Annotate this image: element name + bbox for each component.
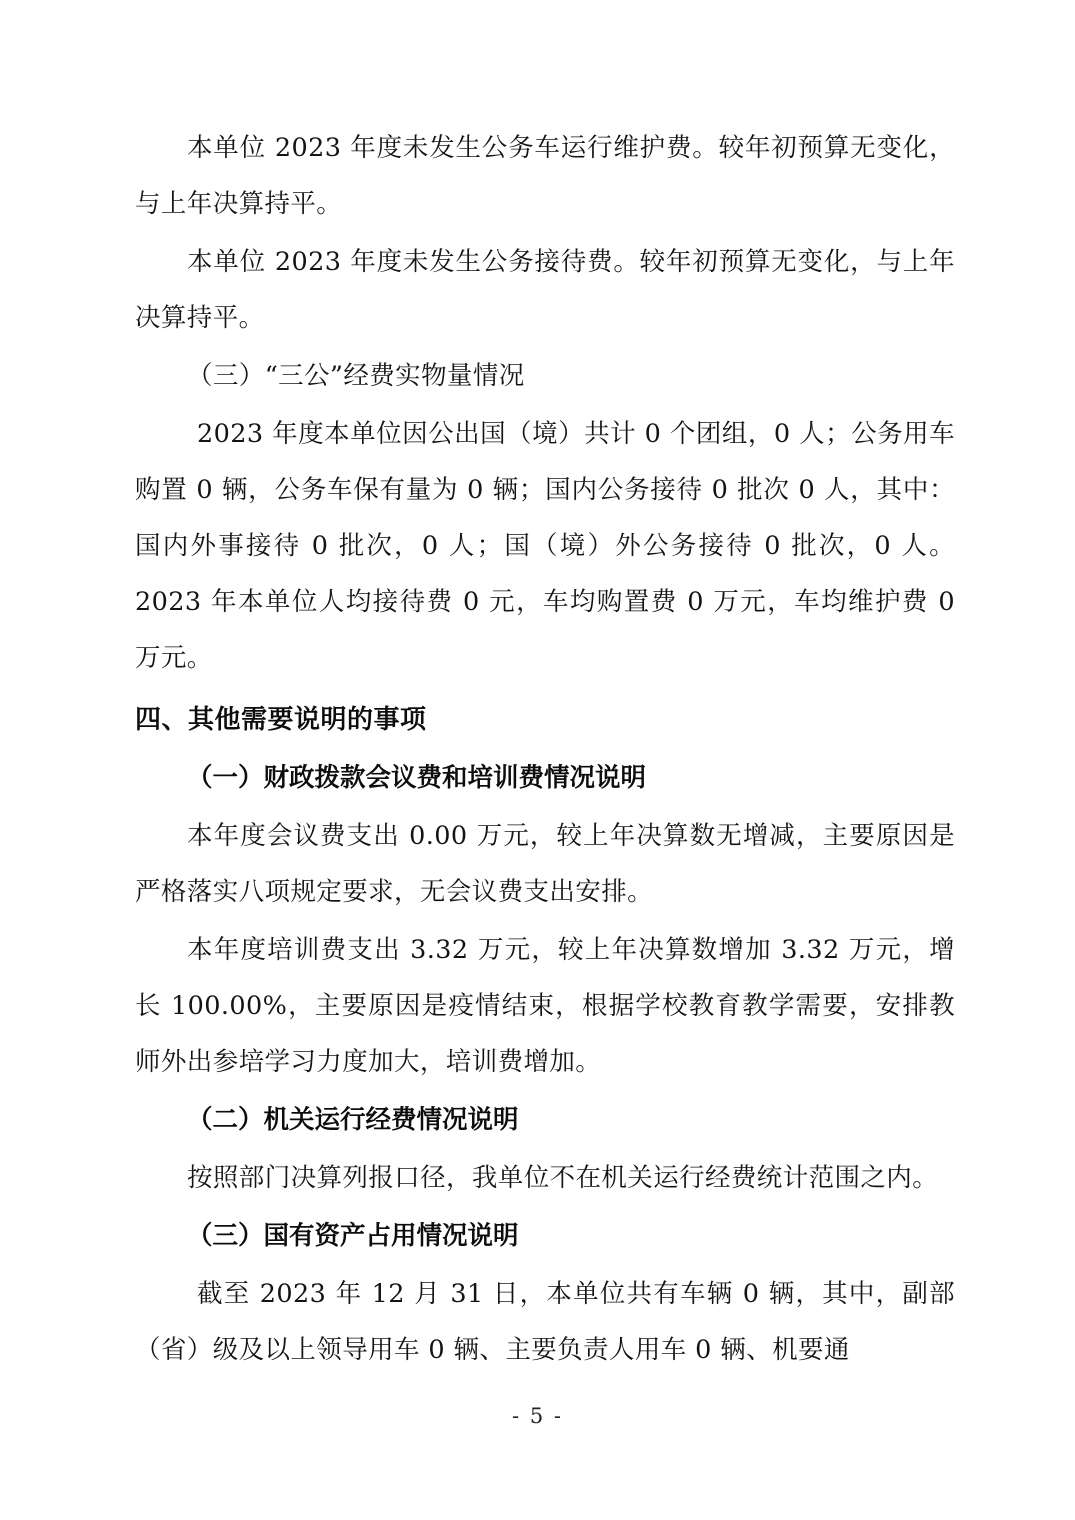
heading-state-assets: （三）国有资产占用情况说明: [187, 1221, 519, 1251]
paragraph-vehicle-maintenance: 本单位 2023 年度未发生公务车运行维护费。较年初预算无变化，与上年决算持平。: [135, 133, 955, 219]
heading-agency-operating: （二）机关运行经费情况说明: [187, 1105, 519, 1135]
page-number: - 5 -: [512, 1404, 563, 1428]
paragraph-hospitality: 本单位 2023 年度未发生公务接待费。较年初预算无变化，与上年决算持平。: [135, 247, 955, 333]
heading-section-four: 四、其他需要说明的事项: [135, 705, 427, 735]
heading-meeting-training: （一）财政拨款会议费和培训费情况说明: [187, 763, 647, 793]
paragraph-training-fee: 本年度培训费支出 3.32 万元，较上年决算数增加 3.32 万元，增长 100.00%，主要原因是疫情结束，根据学校教育教学需要，安排教师外出参培学习力度加大，培训费增加。: [135, 935, 955, 1077]
paragraph-agency-operating: 按照部门决算列报口径，我单位不在机关运行经费统计范围之内。: [187, 1163, 939, 1193]
paragraph-sangong-detail: 2023 年度本单位因公出国（境）共计 0 个团组，0 人；公务用车购置 0 辆，公务车保有量为 0 辆；国内公务接待 0 批次 0 人，其中：国内外事接待 0 批次，0 人；国（境）外公务接待 0 批次，0 人。2023 年本单位人均接待费 0 元，车均购置费 0 万元，车均维护费 0 万元。: [135, 419, 955, 673]
heading-sangong-physical: （三）“三公”经费实物量情况: [187, 361, 525, 391]
document-body: [135, 120, 955, 1378]
paragraph-meeting-fee: 本年度会议费支出 0.00 万元，较上年决算数无增减，主要原因是严格落实八项规定要求，无会议费支出安排。: [135, 821, 955, 907]
paragraph-state-assets: 截至 2023 年 12 月 31 日，本单位共有车辆 0 辆，其中，副部（省）级及以上领导用车 0 辆、主要负责人用车 0 辆、机要通: [135, 1279, 955, 1365]
